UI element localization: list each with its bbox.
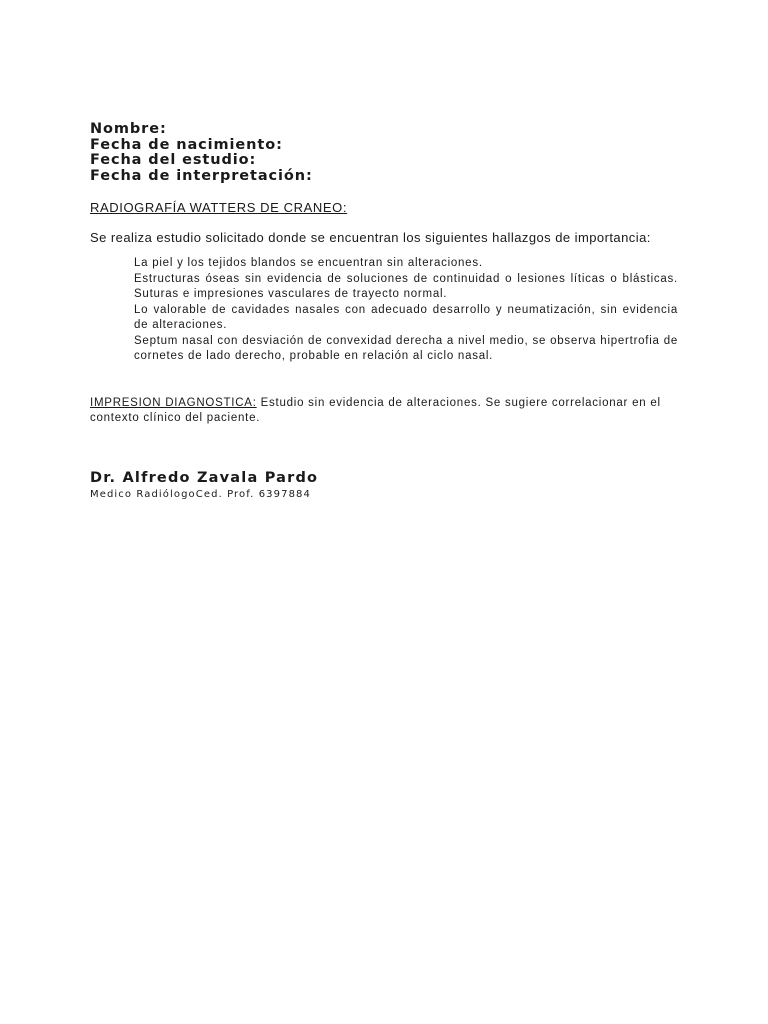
nombre-label: Nombre: bbox=[90, 121, 167, 137]
patient-header bbox=[90, 122, 680, 184]
fecha-nacimiento-label: Fecha de nacimiento: bbox=[90, 136, 283, 153]
study-title: RADIOGRAFÍA WATTERS DE CRANEO: bbox=[90, 200, 348, 215]
doctor-name: Dr. Alfredo Zavala Pardo bbox=[90, 469, 319, 486]
fecha-estudio-label: Fecha del estudio: bbox=[90, 152, 257, 168]
signature-block bbox=[90, 469, 680, 501]
doctor-credentials: Medico RadiólogoCed. Prof. 6397884 bbox=[90, 488, 311, 500]
finding-item: Lo valorable de cavidades nasales con adecuado desarrollo y neumatización, sin evidencia de alteraciones. bbox=[134, 303, 678, 331]
finding-item: Estructuras óseas sin evidencia de soluciones de continuidad o lesiones líticas o blásticas. Suturas e impresiones vasculares de trayecto normal. bbox=[134, 272, 678, 300]
fecha-interpretacion-label: Fecha de interpretación: bbox=[90, 167, 313, 184]
study-intro: Se realiza estudio solicitado donde se encuentran los siguientes hallazgos de importancia: bbox=[90, 230, 651, 245]
finding-item: Septum nasal con desviación de convexidad derecha a nivel medio, se observa hipertrofia de cornetes de lado derecho, probable en relación al ciclo nasal. bbox=[134, 334, 678, 362]
findings-list bbox=[134, 256, 678, 365]
diagnostic-impression bbox=[90, 396, 680, 427]
impression-label: IMPRESION DIAGNOSTICA: bbox=[90, 396, 257, 409]
report-page bbox=[90, 122, 680, 501]
impression-text: Estudio sin evidencia de alteraciones. Se sugiere correlacionar en el contexto clínico del paciente. bbox=[90, 396, 661, 424]
finding-item: La piel y los tejidos blandos se encuentran sin alteraciones. bbox=[134, 257, 483, 269]
